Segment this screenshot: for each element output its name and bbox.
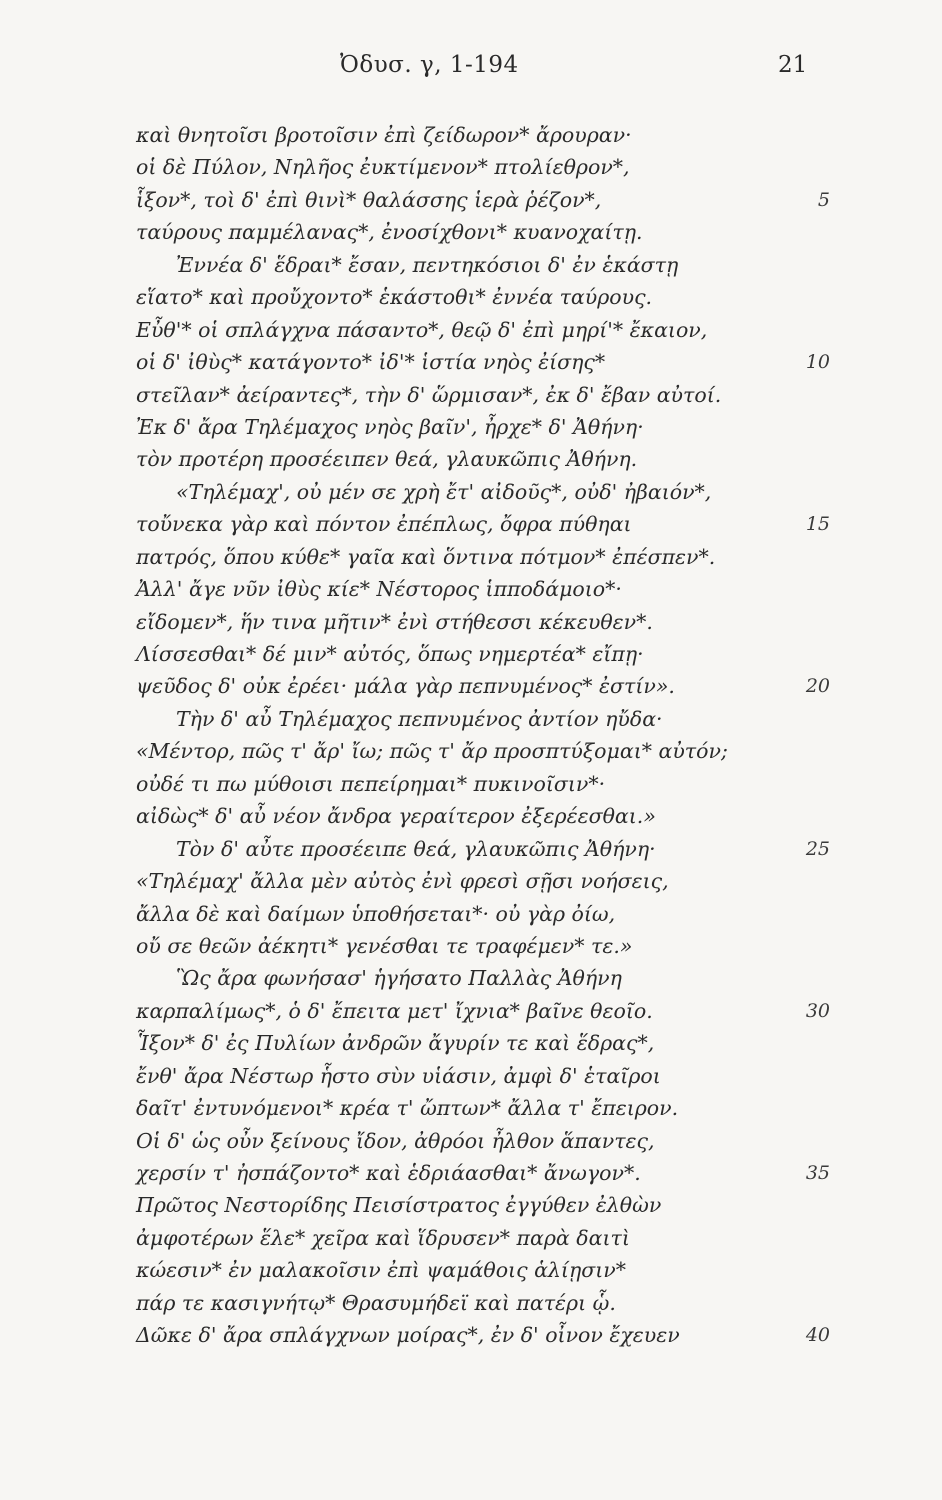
verse-text: Λίσσεσθαι* δέ μιν* αὐτός, ὅπως νημερτέα* εἴπῃ·	[136, 642, 644, 666]
verse-line	[0, 930, 942, 962]
verse-text: εἴδομεν*, ἥν τινα μῆτιν* ἐνὶ στήθεσσι κέκευθεν*.	[136, 609, 653, 634]
verse-line	[0, 833, 942, 865]
verse-line	[0, 1060, 942, 1092]
verse-text: οὐδέ τι πω μύθοισι πεπείρημαι* πυκινοῖσιν*·	[136, 771, 606, 796]
running-head	[0, 52, 942, 92]
verse-line	[0, 638, 942, 670]
verse-text: Τὸν δ' αὖτε προσέειπε θεά, γλαυκῶπις Ἀθήνη·	[176, 836, 656, 861]
verse-text: Τὴν δ' αὖ Τηλέμαχος πεπνυμένος ἀντίον ηὔδα·	[176, 706, 663, 731]
verse-line	[0, 1027, 942, 1059]
line-number: 10	[805, 351, 830, 374]
verse-text: ψεῦδος δ' οὐκ ἐρέει· μάλα γὰρ πεπνυμένος* ἐστίν».	[136, 674, 675, 699]
verse-line	[0, 898, 942, 930]
verse-text: ἀμφοτέρων ἕλε* χεῖρα καὶ ἵδρυσεν* παρὰ δαιτὶ	[136, 1225, 630, 1250]
verse-line	[0, 508, 942, 540]
verse-text: Ἐννέα δ' ἕδραι* ἔσαν, πεντηκόσιοι δ' ἐν ἑκάστῃ	[176, 252, 679, 277]
verse-line	[0, 411, 942, 443]
verse-line	[0, 1222, 942, 1254]
verse-text: Εὖθ'* οἱ σπλάγχνα πάσαντο*, θεῷ δ' ἐπὶ μηρί'* ἔκαιον,	[136, 317, 708, 342]
verse-text: ἄλλα δὲ καὶ δαίμων ὑποθήσεται*· οὐ γὰρ ὀίω,	[136, 901, 616, 926]
verse-line	[0, 216, 942, 248]
verse-line	[0, 670, 942, 702]
verse-line	[0, 1287, 942, 1319]
verse-line	[0, 768, 942, 800]
verse-text: οἱ δ' ἰθὺς* κατάγοντο* ἰδ'* ἱστία νηὸς ἐίσης*	[136, 350, 606, 375]
verse-line	[0, 379, 942, 411]
verse-text: ταύρους παμμέλανας*, ἐνοσίχθονι* κυανοχαίτῃ.	[136, 220, 643, 245]
verse-text: «Μέντορ, πῶς τ' ἄρ' ἴω; πῶς τ' ἄρ προσπτύξομαι* αὐτόν;	[136, 739, 728, 764]
verse-text: «Τηλέμαχ' ἄλλα μὲν αὐτὸς ἐνὶ φρεσὶ σῇσι νοήσεις,	[136, 869, 669, 894]
verse-line	[0, 1092, 942, 1124]
line-number: 20	[805, 675, 830, 698]
line-number: 40	[805, 1324, 830, 1347]
verse-line	[0, 443, 942, 475]
verse-line	[0, 314, 942, 346]
verse-text: ἷξον*, τοὶ δ' ἐπὶ θινὶ* θαλάσσης ἱερὰ ῥέζον*,	[136, 187, 602, 212]
verse-text: κώεσιν* ἐν μαλακοῖσιν ἐπὶ ψαμάθοις ἁλίῃσιν*	[136, 1258, 626, 1283]
verse-text: Δῶκε δ' ἄρα σπλάγχνων μοίρας*, ἐν δ' οἶνον ἔχευεν	[136, 1323, 680, 1348]
verse-text: Ἐκ δ' ἄρα Τηλέμαχος νηὸς βαῖν', ἦρχε* δ' Ἀθήνη·	[136, 414, 644, 439]
verse-line	[0, 541, 942, 573]
verse-text: καρπαλίμως*, ὁ δ' ἔπειτα μετ' ἴχνια* βαῖνε θεοῖο.	[136, 998, 653, 1023]
verse-line	[0, 1157, 942, 1189]
verse-text: δαῖτ' ἐντυνόμενοι* κρέα τ' ὤπτων* ἄλλα τ' ἔπειρον.	[136, 1096, 679, 1121]
verse-text: Ἀλλ' ἄγε νῦν ἰθὺς κίε* Νέστορος ἱπποδάμοιο*·	[136, 577, 622, 602]
verse-line	[0, 1254, 942, 1286]
line-number: 30	[805, 999, 830, 1022]
line-number: 35	[805, 1162, 830, 1184]
verse-line	[0, 1125, 942, 1157]
verse-line	[0, 995, 942, 1027]
verse-text: Ἷξον* δ' ἐς Πυλίων ἀνδρῶν ἄγυρίν τε καὶ ἕδρας*,	[136, 1031, 655, 1056]
verse-line	[0, 735, 942, 767]
running-title: Ὀδυσ. γ, 1-194	[340, 52, 519, 78]
verse-text: Πρῶτος Νεστορίδης Πεισίστρατος ἐγγύθεν ἐλθὼν	[136, 1193, 662, 1218]
verse-line	[0, 346, 942, 378]
verse-text: αἰδὼς* δ' αὖ νέον ἄνδρα γεραίτερον ἐξερέεσθαι.»	[136, 804, 656, 829]
verse-text: στεῖλαν* ἀείραντες*, τὴν δ' ὥρμισαν*, ἐκ δ' ἔβαν αὐτοί.	[136, 382, 722, 407]
page-number: 21	[778, 52, 808, 78]
verse-text: πατρός, ὅπου κύθε* γαῖα καὶ ὅντινα πότμον* ἐπέσπεν*.	[136, 544, 716, 569]
line-number: 15	[805, 513, 830, 536]
verse-line	[0, 151, 942, 183]
line-number: 25	[805, 837, 830, 860]
verse-line	[0, 606, 942, 638]
verse-line	[0, 119, 942, 151]
verse-line	[0, 800, 942, 832]
verse-line	[0, 703, 942, 735]
verse-line	[0, 476, 942, 508]
line-number: 5	[817, 188, 830, 211]
verse-line	[0, 573, 942, 605]
verse-text: καὶ θνητοῖσι βροτοῖσιν ἐπὶ ζείδωρον* ἄρουραν·	[136, 123, 632, 147]
verse-line	[0, 865, 942, 897]
verse-text: ἔνθ' ἄρα Νέστωρ ἧστο σὺν υἱάσιν, ἀμφὶ δ' ἑταῖροι	[136, 1063, 661, 1088]
verse-line	[0, 1319, 942, 1351]
verse-line	[0, 249, 942, 281]
verse-line	[0, 1189, 942, 1221]
verse-text: τοὔνεκα γὰρ καὶ πόντον ἐπέπλως, ὄφρα πύθηαι	[136, 512, 632, 537]
verse-text: πάρ τε κασιγνήτῳ* Θρασυμήδεϊ καὶ πατέρι ᾧ.	[136, 1290, 616, 1315]
verse-text: Οἱ δ' ὡς οὖν ξείνους ἴδον, ἀθρόοι ἦλθον ἅπαντες,	[136, 1128, 655, 1153]
verse-line	[0, 281, 942, 313]
verse-text: εἵατο* καὶ προὔχοντο* ἑκάστοθι* ἐννέα ταύρους.	[136, 285, 653, 310]
verse-text: χερσίν τ' ἠσπάζοντο* καὶ ἑδριάασθαι* ἄνωγον*.	[136, 1161, 641, 1185]
verse-text: οὔ σε θεῶν ἀέκητι* γενέσθαι τε τραφέμεν* τε.»	[136, 933, 633, 958]
verse-text: οἱ δὲ Πύλον, Νηλῆος ἐυκτίμενον* πτολίεθρον*,	[136, 155, 630, 180]
verse-text: Ὣς ἄρα φωνήσασ' ἡγήσατο Παλλὰς Ἀθήνη	[176, 966, 622, 991]
verse-line	[0, 962, 942, 994]
verse-text: τὸν προτέρη προσέειπεν θεά, γλαυκῶπις Ἀθήνη.	[136, 447, 638, 472]
verse-line	[0, 184, 942, 216]
verse-text: «Τηλέμαχ', οὐ μέν σε χρὴ ἔτ' αἰδοῦς*, οὐδ' ἠβαιόν*,	[176, 479, 712, 504]
verse-block	[0, 119, 942, 1352]
